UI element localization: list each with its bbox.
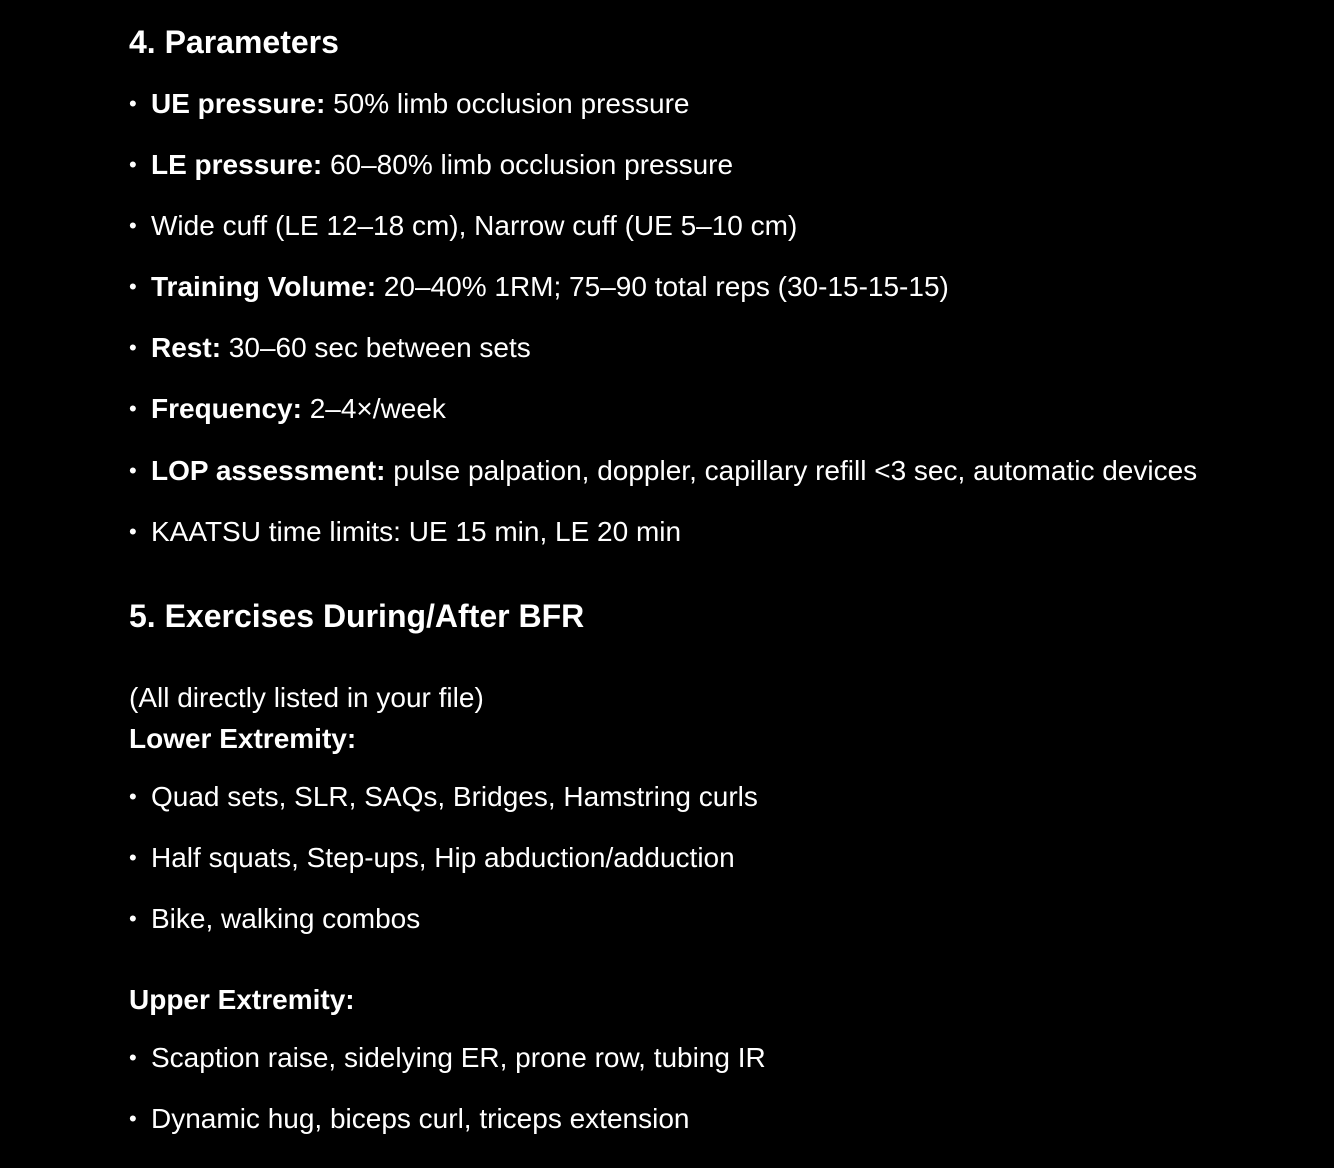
list-item: • Rest: 30–60 sec between sets: [129, 332, 531, 364]
list-item: • Dynamic hug, biceps curl, triceps extension: [129, 1103, 689, 1135]
note: (All directly listed in your file): [129, 682, 484, 713]
list-item: • LE pressure: 60–80% limb occlusion pressure: [129, 149, 733, 181]
section-heading: 5. Exercises During/After BFR: [129, 598, 585, 634]
list-item: • Half squats, Step-ups, Hip abduction/adduction: [129, 842, 735, 874]
list-item: • Frequency: 2–4×/week: [129, 393, 446, 425]
list-item: • UE pressure: 50% limb occlusion pressure: [129, 88, 689, 120]
subheading: Upper Extremity:: [129, 984, 355, 1015]
list-item: • Training Volume: 20–40% 1RM; 75–90 total reps (30-15-15-15): [129, 271, 949, 303]
list-item: • Quad sets, SLR, SAQs, Bridges, Hamstring curls: [129, 781, 758, 813]
list-item: • Bike, walking combos: [129, 903, 420, 935]
subheading: Lower Extremity:: [129, 723, 357, 754]
list-item: • Scaption raise, sidelying ER, prone row, tubing IR: [129, 1042, 766, 1074]
list-item: • LOP assessment: pulse palpation, doppler, capillary refill <3 sec, automatic devices: [129, 455, 1197, 487]
list-item: • Wide cuff (LE 12–18 cm), Narrow cuff (UE 5–10 cm): [129, 210, 797, 242]
list-item: • KAATSU time limits: UE 15 min, LE 20 min: [129, 516, 681, 548]
section-heading: 4. Parameters: [129, 24, 339, 60]
